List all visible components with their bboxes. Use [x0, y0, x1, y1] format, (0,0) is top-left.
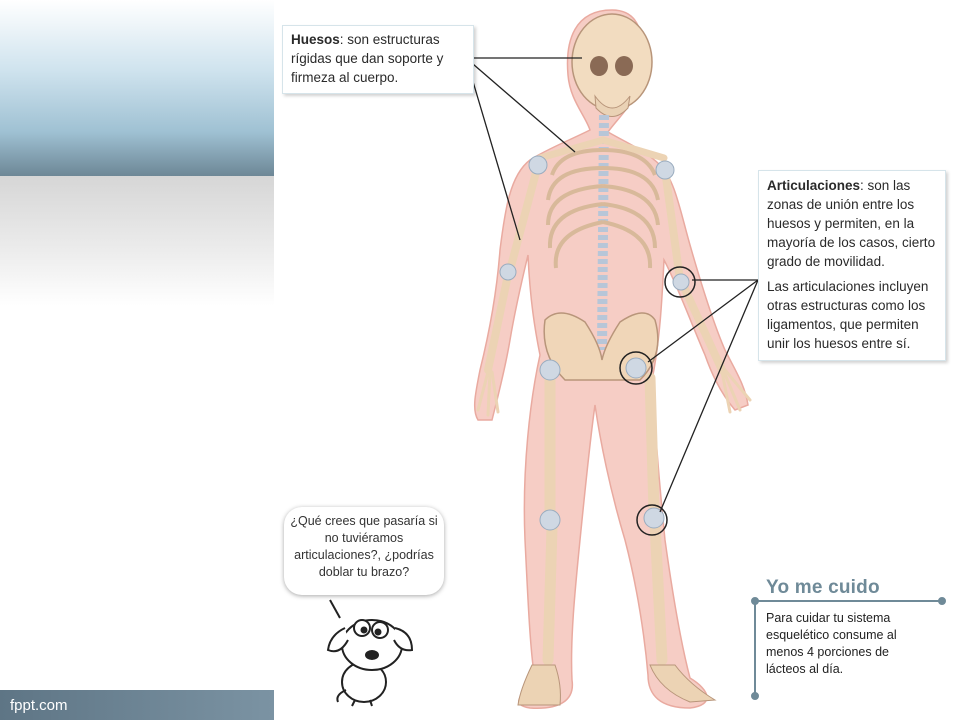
grey-gradient-panel: [0, 176, 274, 306]
eye-socket-left: [590, 56, 608, 76]
foot-left: [518, 665, 560, 705]
callout-huesos-term: Huesos: [291, 32, 340, 47]
callout-huesos: [282, 25, 474, 94]
tip-body: Para cuidar tu sistema esquelético consume al menos 4 porciones de lácteos al día.: [766, 611, 897, 676]
callout-huesos-definition: : son estructuras rígidas que dan soporte y firmeza al cuerpo.: [291, 32, 444, 85]
footer-brand: fppt.com: [10, 697, 68, 714]
callout-articulaciones-definition: : son las zonas de unión entre los huesos y permiten, en la mayoría de los casos, cierto grado de movilidad.: [767, 178, 936, 269]
callout-articulaciones-extra: Las articulaciones incluyen otras estructuras como los ligamentos, que permiten unir los huesos entre sí.: [767, 279, 929, 351]
blue-gradient-panel: [0, 0, 274, 176]
footer-bar: [0, 690, 274, 720]
dog-cartoon: [328, 600, 412, 706]
tip-title: Yo me cuido: [766, 577, 880, 598]
template-left-band: [0, 0, 274, 720]
eye-socket-right: [615, 56, 633, 76]
callout-articulaciones: [758, 170, 946, 361]
skull: [572, 14, 652, 110]
speech-bubble: ¿Qué crees que pasaría si no tuviéramos articulaciones?, ¿podrías doblar tu brazo?: [284, 507, 444, 595]
callout-articulaciones-main: [767, 176, 939, 271]
callout-articulaciones-term: Articulaciones: [767, 178, 861, 193]
